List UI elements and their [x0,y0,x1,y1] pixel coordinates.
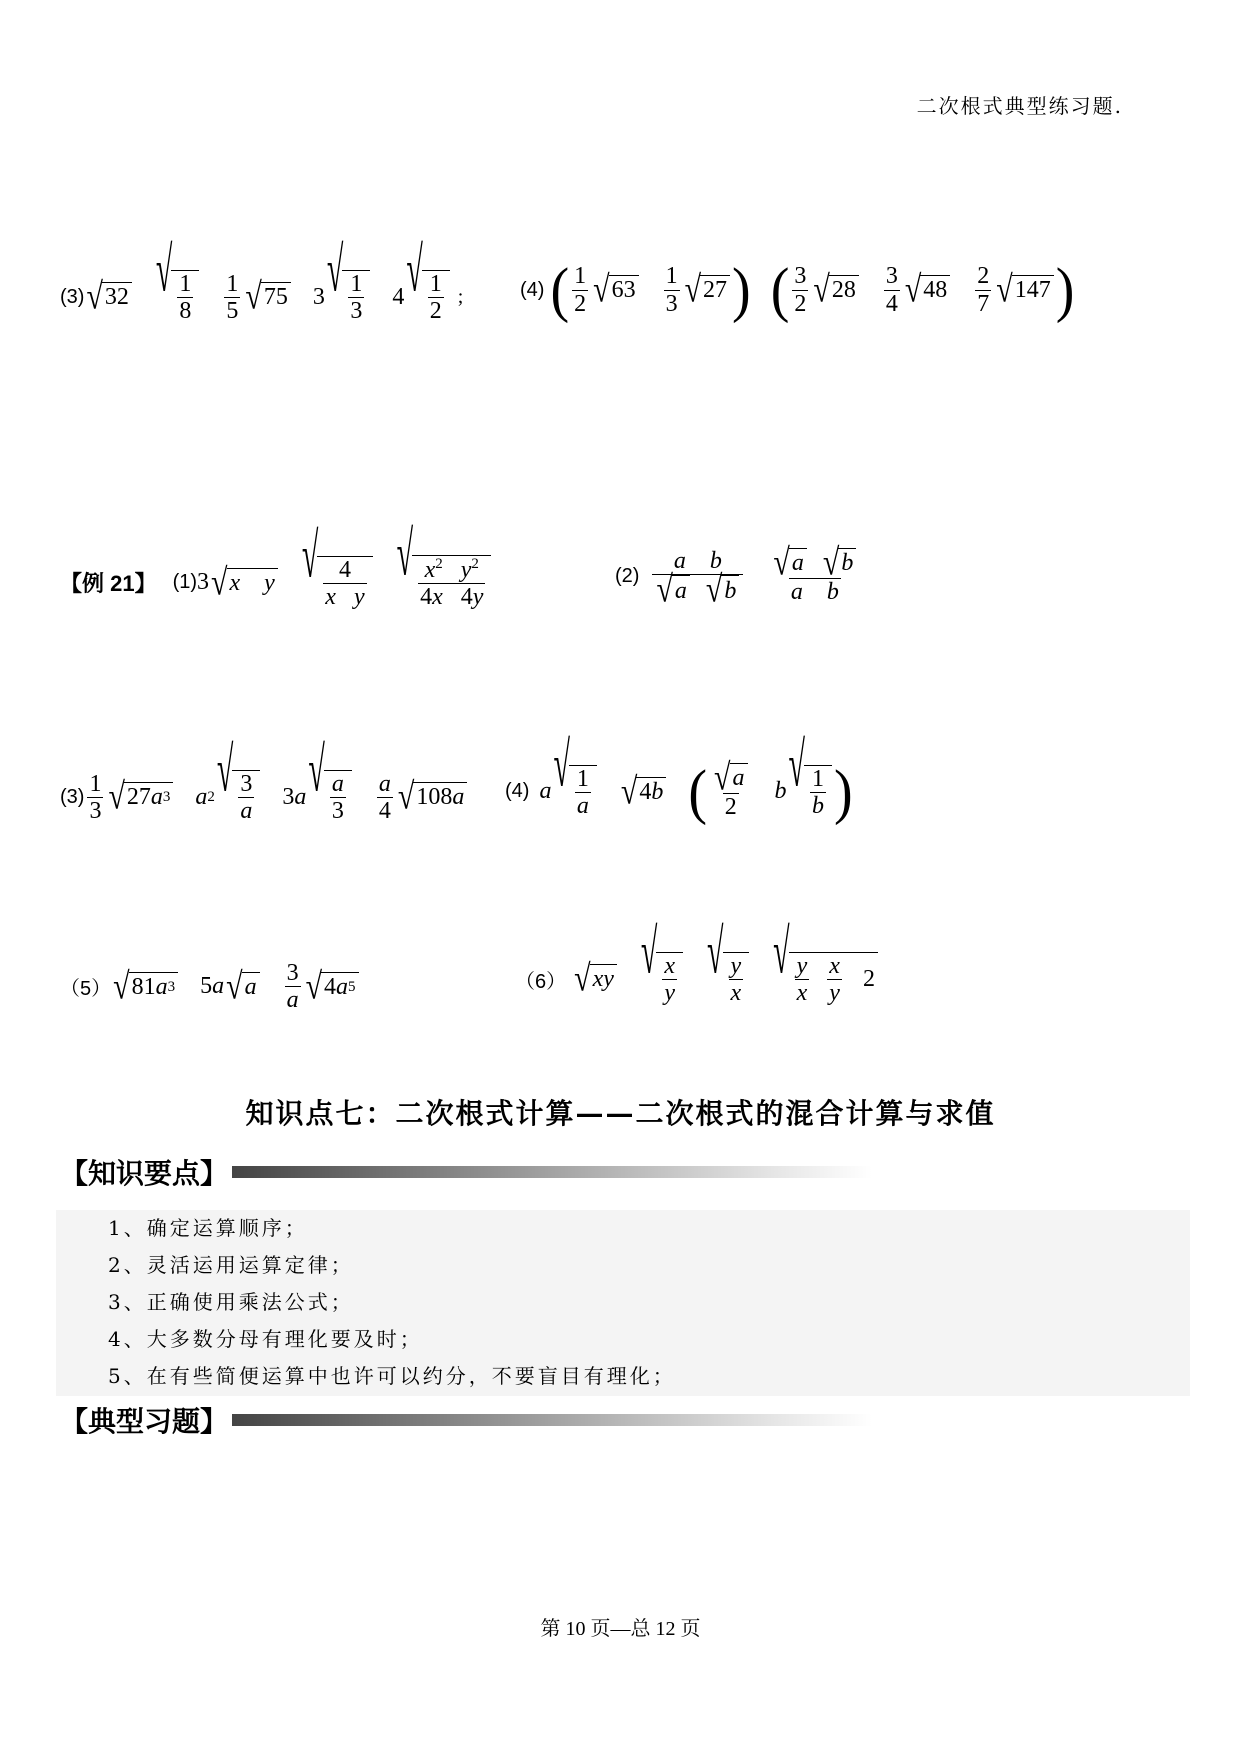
problem-row-4-part-5 [60,960,361,1014]
exercises-heading-text: 【典型习题】 [60,1405,229,1438]
list-item: 4、大多数分母有理化要及时； [108,1327,423,1351]
document-header-title: 二次根式典型练习题. [916,94,1123,118]
page-footer: 第 10 页—总 12 页 [540,1618,701,1640]
list-item: 5、在有些简便运算中也许可以约分，不要盲目有理化； [108,1364,676,1388]
exercises-heading [60,1400,872,1440]
problem-label: (3) [60,785,85,808]
list-item: 1、确定运算顺序； [108,1216,308,1240]
problem-row-4-part-6 [515,917,880,1007]
problem-label: (3) [60,285,85,308]
math-expression: √ 32 √ $\frac{1}{8}$ $\frac{1}{5}$ √ 75 3 √ $\frac{1}{3}$ 4 √ $\frac{1}{2}$ ; [86,235,464,325]
example-label: 【例 21】 [60,571,157,597]
example-21 [60,520,493,611]
problem-row-3-part-4 [505,730,853,826]
problem-4 [520,255,1075,325]
math-expression: ( $\frac{1}{2}$ √ 63 $\frac{1}{3}$ √ 27 ) ( $\frac{3}{2}$ √ 28 $\frac{3}{4}$ √ 48 $\frac{2}{7}$ √ 147 ) [550,255,1075,325]
heading-gradient-bar [232,1414,872,1426]
problem-label: (1) [172,571,198,594]
problem-label: （5） [60,978,112,1001]
math-expression: √ xy √ $\frac{x}{y}$ √ $\frac{y}{x}$ √ $\frac{y}{x}$ $\frac{x}{y}$ 2 [572,952,880,1007]
math-expression: 3 √ x y √ $\frac{4}{\text{x y}}$ √ $\frac{x^2 y^2}{4x 4y}$ [197,555,493,611]
example-21-part-2 [615,541,863,611]
problem-row-3-part-3 [60,735,469,825]
list-item: 2、灵活运用运算定律； [108,1253,354,1277]
problem-3 [60,235,464,325]
section-title: 知识点七：二次根式计算——二次根式的混合计算与求值 [245,1097,996,1130]
problem-label: (2) [615,565,640,588]
math-expression: a b √ a √ b √ a √ b a b [649,548,863,606]
heading-gradient-bar [232,1166,872,1178]
list-item: 3、正确使用乘法公式； [108,1290,354,1314]
knowledge-list [56,1210,1190,1395]
math-expression: a √ $\frac{1}{a}$ √ 4 b ( √ a 2 b √ $\frac{1}{b}$ ) [539,730,853,826]
problem-label: (4) [505,780,530,803]
knowledge-points-box [56,1210,1190,1396]
problem-label: （6） [515,970,567,993]
math-expression: √ 81 a 3 5 a √ a $\frac{3}{a}$ √ 4 a 5 [111,960,360,1014]
knowledge-heading-text: 【知识要点】 [60,1157,229,1190]
problem-label: (4) [520,278,545,301]
knowledge-heading [60,1152,872,1192]
math-expression: $\frac{1}{3}$ √ 27 a 3 a 2 √ $\frac{3}{a}$ 3 a √ $\frac{a}{3}$ $\frac{a}{4}$ √ 108 a [84,770,469,825]
